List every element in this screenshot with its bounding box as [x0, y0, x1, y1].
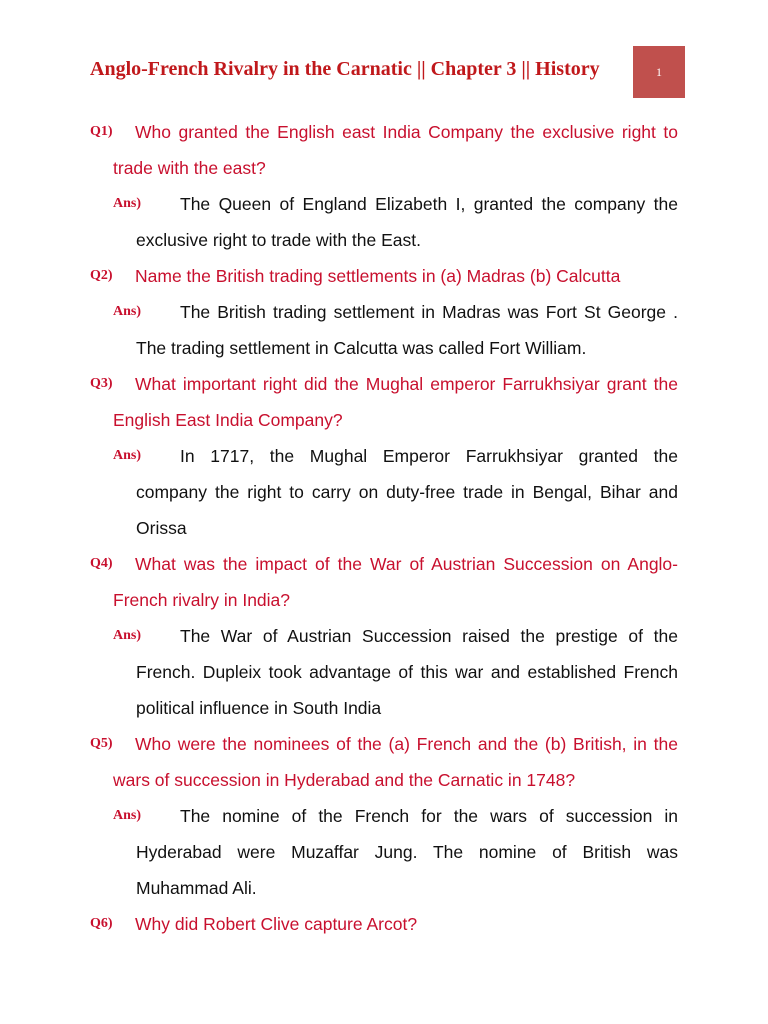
question-text: What important right did the Mughal emperor Farrukhsiyar grant the English East India Company? — [113, 374, 678, 430]
question-label: Q4) — [90, 556, 113, 571]
answer-text: The War of Austrian Succession raised the prestige of the French. Dupleix took advantage of this war and established French political influence in South India — [136, 626, 678, 718]
answer-label: Ans) — [113, 628, 142, 643]
document-title: Anglo-French Rivalry in the Carnatic || Chapter 3 || History — [90, 58, 600, 80]
answer-2 — [0, 294, 678, 366]
question-text: Who granted the English east India Company the exclusive right to trade with the east? — [113, 122, 678, 178]
page-number: 1 — [656, 64, 662, 79]
answer-4 — [0, 618, 678, 726]
question-6 — [0, 906, 678, 942]
answer-label: Ans) — [113, 304, 142, 319]
question-label: Q6) — [90, 916, 113, 931]
answer-text: In 1717, the Mughal Emperor Farrukhsiyar granted the company the right to carry on duty-free trade in Bengal, Bihar and Orissa — [136, 446, 678, 538]
question-3 — [0, 366, 678, 438]
answer-5 — [0, 798, 678, 906]
answer-text: The nomine of the French for the wars of succession in Hyderabad were Muzaffar Jung. The nomine of British was Muhammad Ali. — [136, 806, 678, 898]
question-label: Q2) — [90, 268, 113, 283]
answer-3 — [0, 438, 678, 546]
question-1 — [0, 114, 678, 186]
question-text: Who were the nominees of the (a) French and the (b) British, in the wars of succession in Hyderabad and the Carnatic in 1748? — [113, 734, 678, 790]
question-2 — [0, 258, 678, 294]
qa-list — [0, 114, 768, 942]
answer-text: The Queen of England Elizabeth I, granted the company the exclusive right to trade with the East. — [136, 194, 678, 250]
question-text: Name the British trading settlements in (a) Madras (b) Calcutta — [135, 266, 621, 286]
question-label: Q3) — [90, 376, 113, 391]
page-number-badge — [633, 46, 685, 98]
answer-text: The British trading settlement in Madras was Fort St George . The trading settlement in Calcutta was called Fort William. — [136, 302, 678, 358]
question-4 — [0, 546, 678, 618]
answer-label: Ans) — [113, 196, 142, 211]
question-5 — [0, 726, 678, 798]
question-text: What was the impact of the War of Austrian Succession on Anglo-French rivalry in India? — [113, 554, 678, 610]
answer-label: Ans) — [113, 808, 142, 823]
question-text: Why did Robert Clive capture Arcot? — [135, 914, 418, 934]
question-label: Q1) — [90, 124, 113, 139]
answer-label: Ans) — [113, 448, 142, 463]
question-label: Q5) — [90, 736, 113, 751]
answer-1 — [0, 186, 678, 258]
